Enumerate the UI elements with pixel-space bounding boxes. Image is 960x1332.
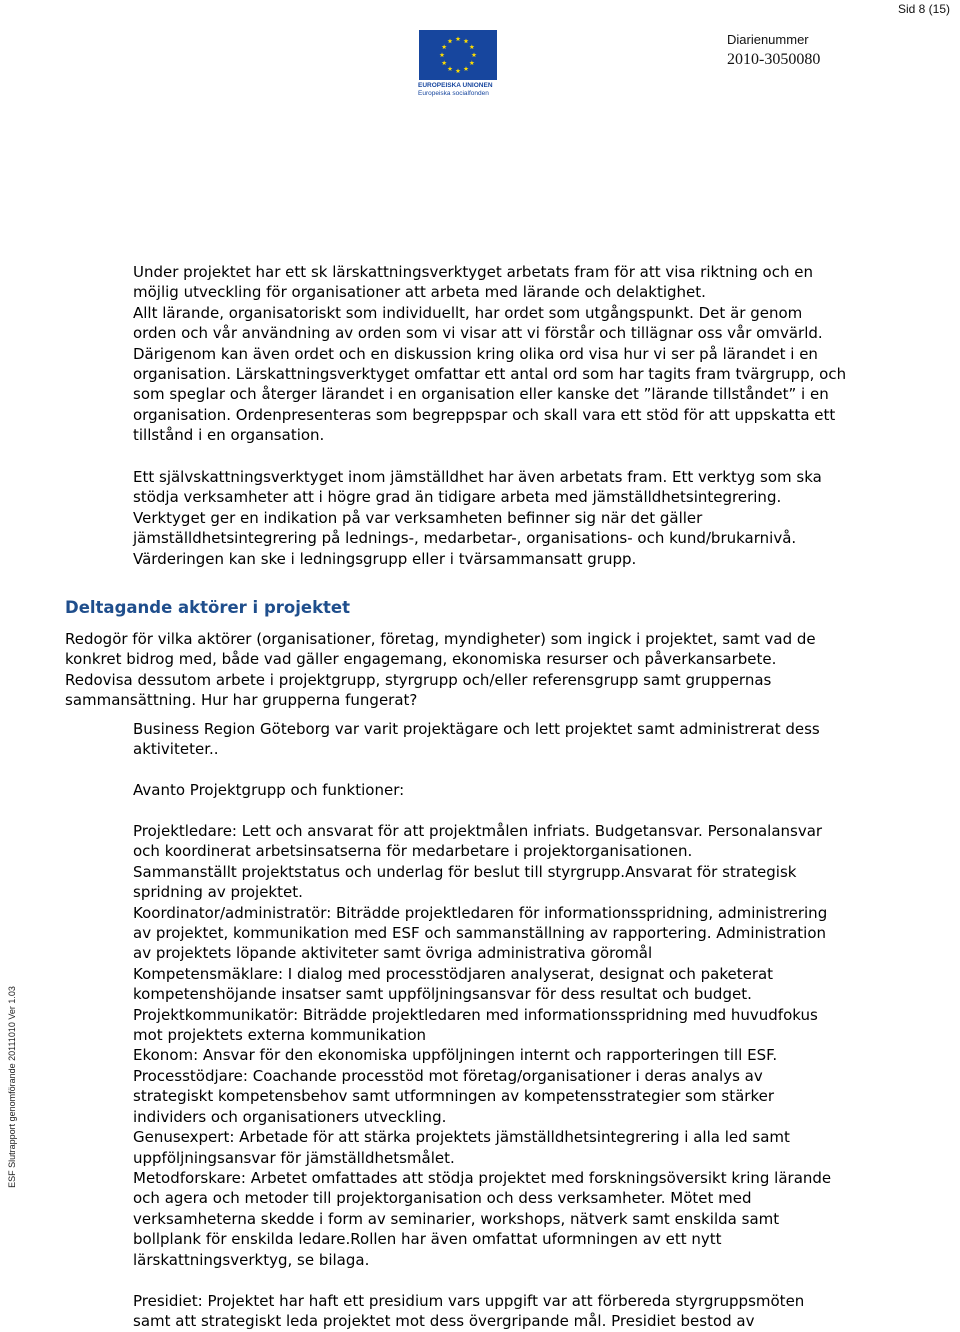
text-line: möjlig utveckling för organisationer att arbeta med lärande och delaktighet. bbox=[133, 283, 706, 302]
text-line: Redovisa dessutom arbete i projektgrupp, styrgrupp och/eller referensgrupp samt gruppernas bbox=[65, 670, 772, 689]
text-line: verksamheterna skedde i form av seminarier, workshops, nätverk samt enskilda samt bbox=[133, 1209, 780, 1228]
text-line: Värderingen kan ske i ledningsgrupp eller i tvärsammansatt grupp. bbox=[133, 549, 637, 568]
page-number: Sid 8 (15) bbox=[897, 2, 950, 16]
text-line: stödja verksamheter att i högre grad än tidigare arbeta med jämställdhetsintegrering. bbox=[133, 488, 782, 507]
text-line: Redogör för vilka aktörer (organisationer, företag, myndigheter) som ingick i projektet, samt vad de bbox=[65, 630, 816, 648]
text-line: orden och vår användning av orden som vi visar att vi förstår och tillägnar oss vår omvärld. bbox=[133, 324, 823, 343]
text-line: lärskattningsverktyg, se bilaga. bbox=[133, 1250, 370, 1269]
text-line: tillstånd i en organsation. bbox=[133, 426, 325, 445]
text-line: av projektet, kommunikation med ESF och sammanställning av rapportering. Administration bbox=[133, 924, 827, 943]
text-line: Presidiet: Projektet har haft ett presidium vars uppgift var att förbereda styrgruppsmöten bbox=[133, 1292, 805, 1310]
text-line: strategiskt kompetensbehov samt utformningen av kompetensstrategier som stärker bbox=[133, 1087, 774, 1106]
text-line: sammansättning. Hur har grupperna fungerat? bbox=[65, 691, 418, 710]
text-line: bollplank för enskilda ledare.Rollen har även omfattat uformningen av ett nytt bbox=[133, 1230, 722, 1249]
text-line: Ekonom: Ansvar för den ekonomiska uppföljningen internt och rapporteringen till ESF. bbox=[133, 1046, 778, 1065]
text-line: samt att strategiskt leda projektet mot dess övergripande mål. Presidiet bestod av bbox=[133, 1312, 755, 1331]
text-line: Business Region Göteborg var varit projektägare och lett projektet samt administrerat dess bbox=[133, 720, 820, 738]
answer-owner bbox=[133, 719, 933, 760]
text-line: Kompetensmäklare: I dialog med processtödjaren analyserat, designat och paketerat bbox=[133, 964, 774, 983]
text-line: och agera och metoder till projektorganisation och dess verksamheter. Mötet med bbox=[133, 1189, 752, 1208]
text-line: konkret bidrog med, både vad gäller engagemang, ekonomiska resurser och påverkansarbete. bbox=[65, 650, 777, 669]
answer-presidium bbox=[133, 1291, 933, 1332]
text-line: Sammanställt projektstatus och underlag för beslut till styrgrupp.Ansvarat för strategisk bbox=[133, 862, 797, 881]
intro-paragraph-1 bbox=[133, 262, 933, 446]
text-line: Projektledare: Lett och ansvarat för att projektmålen infriats. Budgetansvar. Personalansvar bbox=[133, 822, 823, 840]
answer-group-title bbox=[133, 780, 933, 800]
text-line: uppföljningsansvar för jämställdhetsmålet. bbox=[133, 1148, 455, 1167]
text-line: Metodforskare: Arbetet omfattades att stödja projektet med forskningsöversikt kring lärande bbox=[133, 1168, 832, 1187]
text-line: organisation. Lärskattningsverktyget omfattar ett antal ord som har tagits fram tvärgrupp, och bbox=[133, 365, 847, 384]
section-heading: Deltagande aktörer i projektet bbox=[65, 598, 351, 617]
text-line: individers och organisationers utveckling. bbox=[133, 1107, 447, 1126]
text-line: Projektkommunikatör: Biträdde projektledaren med informationsspridning med huvudfokus bbox=[133, 1005, 818, 1024]
text-line: som speglar och återger lärandet i en organisation eller kanske det ”lärande tillståndet” i en bbox=[133, 385, 829, 404]
eu-logo bbox=[418, 30, 498, 98]
text-line: Genusexpert: Arbetade för att stärka projektets jämställdhetsintegrering i alla led samt bbox=[133, 1128, 790, 1147]
diary-label: Diarienummer bbox=[727, 32, 809, 47]
text-line: Ett självskattningsverktyget inom jämställdhet har även arbetats fram. Ett verktyg som ska bbox=[133, 468, 822, 486]
text-line: Under projektet har ett sk lärskattningsverktyget arbetats fram för att visa riktning och en bbox=[133, 263, 813, 281]
text-line: organisation. Ordenpresenteras som begreppspar och skall vara ett stöd för att uppskatta ett bbox=[133, 405, 836, 424]
text-line: Processtödjare: Coachande processtöd mot företag/organisationer i deras analys av bbox=[133, 1066, 763, 1085]
sidebar-version-text: ESF Slutrapport genomförande 20111010 Ver 1.03 bbox=[7, 986, 17, 1188]
text-line: Avanto Projektgrupp och funktioner: bbox=[133, 781, 405, 799]
text-line: av projektets löpande aktiviteter samt övriga administrativa göromål bbox=[133, 944, 653, 963]
text-line: aktiviteter.. bbox=[133, 740, 219, 759]
diary-block bbox=[727, 32, 820, 69]
text-line: Därigenom kan även ordet och en diskussion kring olika ord visa hur vi ser på lärandet i en bbox=[133, 344, 818, 363]
diary-number: 2010-3050080 bbox=[727, 51, 821, 68]
text-line: Verktyget ger en indikation på var verksamheten befinner sig när det gäller bbox=[133, 508, 703, 527]
section-instructions bbox=[65, 629, 935, 711]
text-line: Allt lärande, organisatoriskt som individuellt, har ordet som utgångspunkt. Det är genom bbox=[133, 303, 803, 322]
text-line: kompetenshöjande insatser samt uppföljningsansvar för dess resultat och budget. bbox=[133, 985, 752, 1004]
text-line: och koordinerat arbetsinsatserna för medarbetare i projektorganisationen. bbox=[133, 842, 693, 861]
text-line: spridning av projektet. bbox=[133, 883, 303, 902]
logo-line-1: EUROPEISKA UNIONEN bbox=[418, 82, 493, 89]
text-line: jämställdhetsintegrering på lednings-, medarbetar-, organisations- och kund/brukarnivå. bbox=[133, 529, 797, 548]
intro-paragraph-2 bbox=[133, 467, 933, 569]
eu-flag-icon bbox=[419, 30, 497, 80]
logo-line-2: Europeiska socialfonden bbox=[418, 90, 489, 97]
answer-roles bbox=[133, 821, 933, 1270]
text-line: mot projektets externa kommunikation bbox=[133, 1026, 427, 1045]
text-line: Koordinator/administratör: Biträdde projektledaren för informationsspridning, administrering bbox=[133, 903, 828, 922]
